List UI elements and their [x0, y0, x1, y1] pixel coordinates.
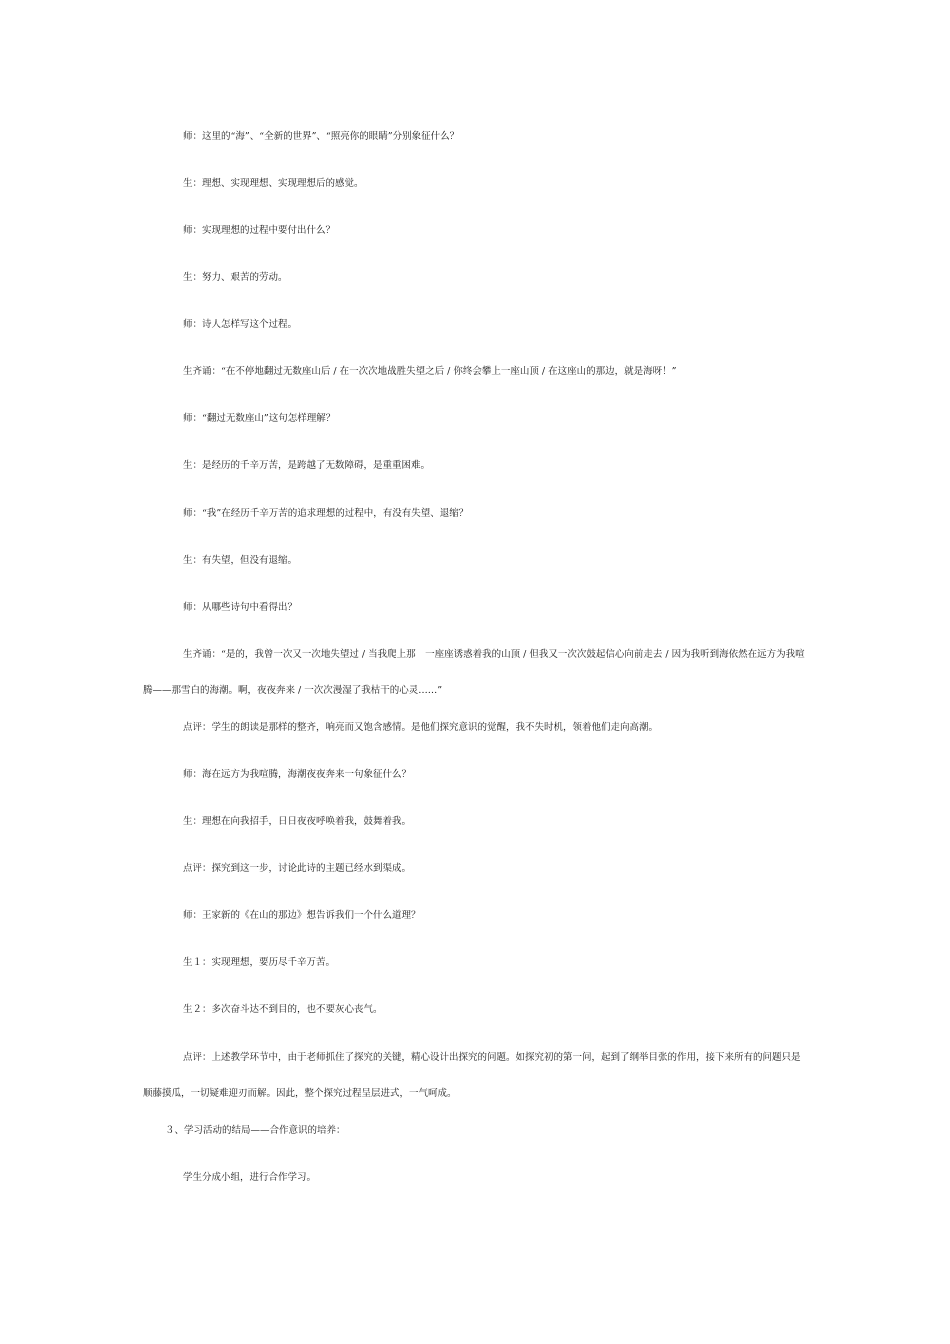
dialogue-line: 生：理想、实现理想、实现理想后的感觉。: [183, 178, 364, 189]
dialogue-line: 师：海在远方为我喧腾，海潮夜夜奔来一句象征什么？: [183, 769, 412, 780]
dialogue-line: 生：是经历的千辛万苦，是跨越了无数障碍，是重重困难。: [183, 460, 431, 471]
dialogue-line: 生１：实现理想，要历尽千辛万苦。: [183, 957, 336, 968]
body-paragraph: 学生分成小组，进行合作学习。: [183, 1172, 317, 1183]
dialogue-line: 生：理想在向我招手，日日夜夜呼唤着我，鼓舞着我。: [183, 816, 412, 827]
dialogue-line: 师：诗人怎样写这个过程。: [183, 319, 298, 330]
dialogue-line: 师：从哪些诗句中看得出？: [183, 602, 298, 613]
dialogue-line: 师：“翻过无数座山”这句怎样理解？: [183, 413, 336, 424]
dialogue-line: 生：努力、艰苦的劳动。: [183, 272, 288, 283]
dialogue-line: 师：“我”在经历千辛万苦的追求理想的过程中，有没有失望、退缩？: [183, 508, 469, 519]
comment-paragraph: 点评：上述教学环节中，由于老师抓住了探究的关键，精心设计出探究的问题。如探究初的第一问，起到了纲举目张的作用，接下来所有的问题只是顺藤摸瓜，一切疑难迎刃而解。因此，整个探究过程呈层进式，一气呵成。: [143, 1052, 801, 1099]
dialogue-line: 生２：多次奋斗达不到目的，也不要灰心丧气。: [183, 1004, 383, 1015]
section-heading: ３、学习活动的结局——合作意识的培养：: [165, 1125, 346, 1136]
dialogue-line: 生齐诵：“在不停地翻过无数座山后 / 在一次次地战胜失望之后 / 你终会攀上一座山顶 / 在这座山的那边，就是海呀！”: [183, 366, 677, 377]
dialogue-line: 师：实现理想的过程中要付出什么？: [183, 225, 336, 236]
comment-paragraph: 点评：学生的朗读是那样的整齐，响亮而又饱含感情。是他们探究意识的觉醒，我不失时机，领着他们走向高潮。: [183, 722, 659, 733]
dialogue-line: 师：这里的“海”、“全新的世界”、“照亮你的眼睛”分别象征什么？: [183, 131, 460, 142]
dialogue-line: 生：有失望，但没有退缩。: [183, 555, 298, 566]
comment-paragraph: 点评：探究到这一步，讨论此诗的主题已经水到渠成。: [183, 863, 412, 874]
dialogue-line: 师：王家新的《在山的那边》想告诉我们一个什么道理？: [183, 910, 421, 921]
dialogue-line: 生齐诵：“是的，我曾一次又一次地失望过 / 当我爬上那 一座座诱惑着我的山顶 / 但我又一次次鼓起信心向前走去 / 因为我听到海依然在远方为我喧腾——那雪白的海潮。啊，夜夜奔来 / 一次次漫湿了我枯干的心灵……”: [143, 649, 805, 696]
